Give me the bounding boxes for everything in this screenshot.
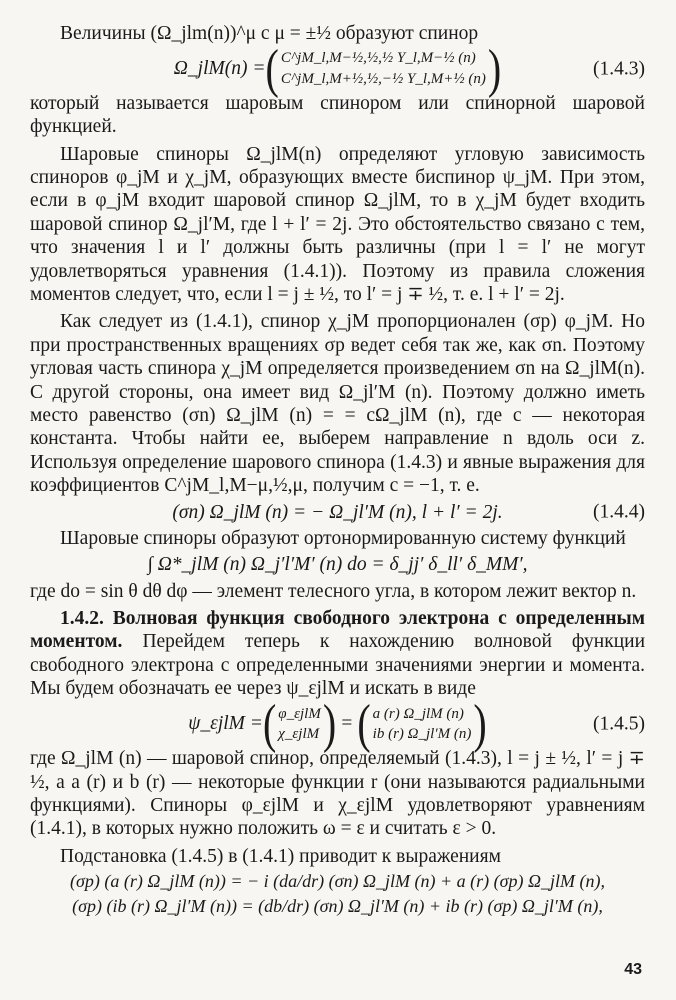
page-body: [30, 22, 645, 920]
eq143-number: (1.4.3): [593, 57, 645, 79]
eq-b-body: (σp) (ib (r) Ω_jl′M (n)) = (db/dr) (σn) Ω_jl′M (n) + ib (r) (σp) Ω_jl′M (n),: [72, 895, 603, 916]
eq144-number: (1.4.4): [593, 501, 645, 523]
eq145-number: (1.4.5): [593, 713, 645, 735]
paragraph-3: Как следует из (1.4.1), спинор χ_jM пропорционален (σp) φ_jM. Но при пространственных вращениях σp ведет себя так же, как σn. Поэтому угловая часть спинора χ_jM определяется произведением σn на Ω_jlM(n). С другой стороны, она имеет вид Ω_jl′M (n). Поэтому должно иметь место равенство (σn) Ω_jlM (n) = = cΩ_jlM (n), где c — некоторая константа. Чтобы найти ее, выберем направление n вдоль оси z. Используя определение шарового спинора (1.4.3) и явные выражения для коэффициентов C^jM_l,M−μ,½,μ, получим c = −1, т. е.: [30, 311, 645, 497]
equation-1-4-3: [30, 37, 645, 99]
intro-line: Величины (Ω_jlm(n))^μ с μ = ±½ образуют спинор: [60, 23, 479, 44]
paragraph-5: где do = sin θ dθ dφ — элемент телесного угла, в котором лежит вектор n.: [30, 580, 637, 602]
eq-orth-body: ∫ Ω*_jlM (n) Ω_j′l′M′ (n) do = δ_jj′ δ_ll′ δ_MM′,: [147, 554, 528, 576]
eq145-lhs: ψ_εjlM =: [188, 713, 263, 735]
paragraph-7: где Ω_jlM (n) — шаровой спинор, определяемый (1.4.3), l = j ± ½, l′ = j ∓ ½, а a (r) и b (r) — некоторые функции r (они называются радиальными функциями). Спиноры φ_εjlM и χ_εjlM удовлетворяют уравнениям (1.4.1), в которых нужно положить ω = ε и считать ε > 0.: [30, 748, 645, 840]
eq143-row2: C^jM_l,M+½,½,−½ Y_l,M+½ (n): [280, 70, 486, 87]
eq143-lhs: Ω_jlM(n) =: [173, 57, 266, 79]
equation-1-4-4: [30, 501, 645, 524]
equation-b: [30, 896, 645, 918]
eq144-body: (σn) Ω_jlM (n) = − Ω_jl′M (n), l + l′ = 2j.: [172, 501, 503, 523]
equation-orthonormality: [30, 553, 645, 576]
paragraph-6: [30, 607, 645, 701]
paragraph-4: Шаровые спиноры образуют ортонормированную систему функций: [60, 527, 626, 549]
paragraph-8: Подстановка (1.4.5) в (1.4.1) приводит к выражениям: [60, 845, 501, 867]
left-paren-icon: (: [262, 692, 277, 754]
right-paren-icon: ): [473, 692, 487, 754]
eq145-m1: φ_εjlM: [278, 705, 321, 722]
eq145-r1: a (r) Ω_jlM (n): [372, 705, 464, 722]
eq-a-body: (σp) (a (r) Ω_jlM (n)) = − i (da/dr) (σn) Ω_jlM (n) + a (r) (σp) Ω_jlM (n),: [69, 871, 605, 892]
paragraph-6-text: Перейдем теперь к нахождению волновой функции свободного электрона с определенными значениями энергии и момента. Мы будем обозначать ее через ψ_εjlM и искать в виде: [30, 631, 645, 700]
equation-a: [30, 871, 645, 893]
eq145-m2: χ_εjlM: [278, 725, 320, 742]
paragraph-1: который называется шаровым спинором или спинорной шаровой функцией.: [30, 92, 645, 138]
right-paren-icon: ): [487, 37, 502, 99]
paragraph-2: Шаровые спиноры Ω_jlM(n) определяют угловую зависимость спиноров φ_jM и χ_jM, образующих вместе биспинор ψ_jM. При этом, если в φ_jM входит шаровой спинор Ω_jlM, то в χ_jM будет входить шаровой спинор Ω_jl′M, где l + l′ = 2j. Это обстоятельство связано с тем, что значения l и l′ должны быть различны (при l = l′ не могут удовлетворяться уравнения (1.4.1)). Поэтому из правила сложения моментов следует, что, если l = j ± ½, то l′ = j ∓ ½, т. е. l + l′ = 2j.: [30, 143, 645, 306]
equation-1-4-5: ψ_εjlM = ( φ_εjlM χ_εjlM ) = ( a (r) Ω_jlM (n) ib (r) Ω_jl′M (n) ) (1.4.5): [188, 692, 645, 754]
eq145-r2: ib (r) Ω_jl′M (n): [372, 725, 472, 742]
eq143-row1: C^jM_l,M−½,½,½ Y_l,M−½ (n): [280, 50, 476, 67]
section-title: 1.4.2. Волновая функция свободного электрона с определенным моментом.: [30, 608, 645, 653]
right-paren-icon: ): [322, 692, 337, 754]
left-paren-icon: (: [265, 37, 279, 99]
left-paren-icon: (: [357, 692, 371, 754]
page-number: 43: [624, 961, 642, 978]
